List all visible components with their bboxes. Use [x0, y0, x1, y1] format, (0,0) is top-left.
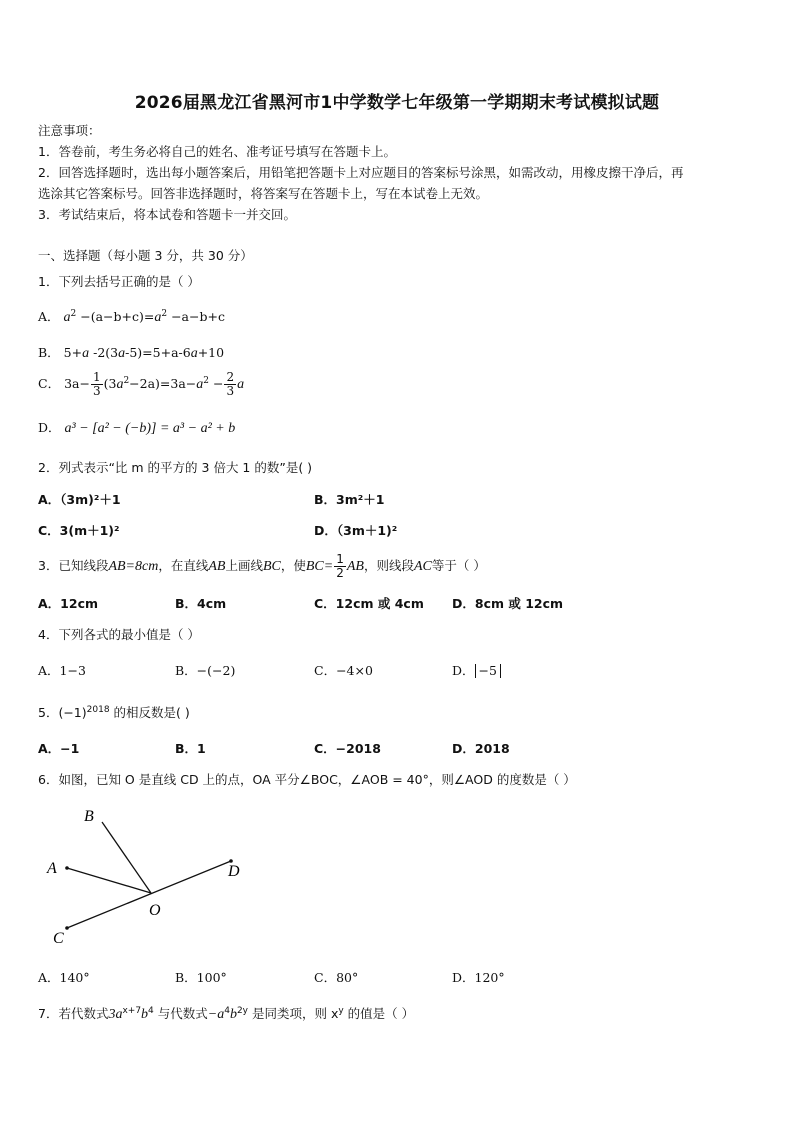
- q7-e1bsup: 4: [148, 1005, 154, 1016]
- notice-item-3: 3．考试结束后，将本试卷和答题卡一并交回。: [38, 207, 296, 222]
- q1-c-label: C．: [38, 376, 61, 391]
- q1-c-p4: −: [213, 376, 224, 391]
- q6-option-a: A．140°: [38, 970, 90, 985]
- q1-d-label: D．: [38, 420, 61, 435]
- q1-c-p3: −2a)=3a−: [129, 376, 197, 391]
- label-a: A: [47, 860, 57, 877]
- q1-c-p1: 3a−: [64, 376, 90, 391]
- q2-stem: 2．列式表示“比 m 的平方的 3 倍大 1 的数”是( ): [38, 460, 313, 475]
- q5-option-b: B．1: [175, 741, 206, 756]
- q7-pre: 7．若代数式: [38, 1006, 109, 1021]
- q3-option-d: D．8cm 或 12cm: [452, 596, 564, 611]
- q1-d-expr: a³ − [a² − (−b)] = a³ − a² + b: [64, 421, 236, 436]
- q1-a-label: A．: [38, 309, 60, 324]
- q1-option-b: B． 5+a -2(3a-5)=5+a-6a+10: [38, 345, 225, 361]
- q1-c-p2: (3: [103, 376, 117, 391]
- point-a: [65, 866, 69, 870]
- q5-exp: 2018: [86, 704, 110, 715]
- q7-e1: 3a: [108, 1007, 123, 1022]
- q6-option-d: D．120°: [452, 970, 505, 985]
- q1-b-mid2: -5)=5+a-6: [125, 345, 191, 360]
- q1-a-tail: −a−b+c: [171, 309, 225, 324]
- q7-e2: −a: [207, 1007, 225, 1022]
- q5-option-a: A．−1: [38, 741, 80, 756]
- q4-d-label: D．: [452, 663, 475, 678]
- q7-mid: 与代数式: [153, 1006, 208, 1021]
- label-b: B: [84, 808, 94, 825]
- q1-c-frac2: $\frac{2}{3}$: [226, 370, 235, 398]
- q5-post: 的相反数是( ): [109, 705, 190, 720]
- q3-tail: 等于（ ）: [431, 558, 486, 573]
- exam-title: 2026届黑龙江省黑河市1中学数学七年级第一学期期末考试模拟试题: [134, 93, 660, 113]
- q1-c-frac1: $\frac{1}{3}$: [92, 370, 101, 398]
- q3-pre: 3．已知线段: [38, 558, 109, 573]
- q3-ab: AB=8cm: [108, 559, 159, 574]
- q4-stem: 4．下列各式的最小值是（ ）: [38, 627, 200, 642]
- q4-option-b: B．−(−2): [175, 663, 236, 678]
- q4-option-c: C．−4×0: [314, 663, 373, 678]
- q2-option-b: B．3m²＋1: [314, 492, 385, 507]
- q5-pre: 5．(−1): [38, 705, 87, 720]
- q6-stem: 6．如图，已知 O 是直线 CD 上的点，OA 平分∠BOC，∠AOB = 40°，则∠AOD 的度数是（ ）: [38, 772, 576, 787]
- q3-mid4: ，则线段: [363, 558, 414, 573]
- q1-option-c: C． 3a− $\frac{1}{3}$ $(3a^2-2a)=3a-a^2$ − $\frac{2}{3}$ a: [38, 370, 245, 398]
- q1-b-label: B．: [38, 345, 60, 360]
- q7-tailsup: y: [338, 1005, 344, 1016]
- label-d: D: [228, 863, 240, 880]
- q3-mid2: 上画线: [225, 558, 263, 573]
- q7-stem: [38, 1004, 414, 1023]
- q6-option-c: C．80°: [314, 970, 359, 985]
- q4-option-a: A．1−3: [38, 663, 86, 678]
- q4-option-d: [452, 661, 501, 679]
- q1-option-d: [38, 418, 235, 437]
- q3-option-c: C．12cm 或 4cm: [314, 596, 424, 611]
- q1-b-text: 5+: [63, 345, 83, 360]
- q1-b-mid: -2(3: [93, 345, 119, 360]
- section-heading: 一、选择题（每小题 3 分，共 30 分）: [38, 248, 253, 263]
- q1-b-tail: +10: [197, 345, 225, 360]
- q7-e2sup: 4: [224, 1005, 230, 1016]
- ray-ob: [102, 822, 151, 893]
- q5-option-c: C．−2018: [314, 741, 381, 756]
- label-o: O: [149, 902, 161, 919]
- q2-option-c: C．3(m＋1)²: [38, 523, 120, 538]
- q3-ac: AC: [413, 559, 432, 574]
- notice-item-2-cont: 选涂其它答案标号。回答非选择题时，将答案写在答题卡上，写在本试卷上无效。: [38, 186, 489, 201]
- q1-a-text: −(a−b+c)=: [80, 309, 155, 324]
- q7-e1sup: x+7: [122, 1005, 142, 1016]
- q2-option-d: D．（3m＋1)²: [314, 523, 398, 538]
- q4-d-abs: −5: [475, 664, 501, 678]
- notice-item-2: 2．回答选择题时，选出每小题答案后，用铅笔把答题卡上对应题目的答案标号涂黑，如需改动，用橡皮擦干净后，再: [38, 165, 684, 180]
- q7-tail: 是同类项，则 x: [248, 1006, 339, 1021]
- q1-option-a: A． $a^2 -(a-b+c)=a^2 -a-b+c$: [38, 308, 225, 325]
- point-c: [65, 926, 69, 930]
- q3-mid: ，在直线: [158, 558, 209, 573]
- q3-stem: [38, 553, 486, 580]
- q6-option-b: B．100°: [175, 970, 227, 985]
- q7-e2b: b: [229, 1007, 237, 1022]
- q3-frac: $\frac{1}{2}$: [336, 552, 344, 580]
- q3-ab2: AB: [208, 559, 226, 574]
- q7-e1b: b: [141, 1007, 149, 1022]
- q6-figure: [40, 800, 260, 950]
- q1-stem: 1．下列去括号正确的是（ ）: [38, 274, 200, 289]
- q3-mid3: ，使: [280, 558, 306, 573]
- q3-ab3: AB: [346, 559, 364, 574]
- q3-option-b: B．4cm: [175, 596, 227, 611]
- q2-option-a: A．（3m)²＋1: [38, 492, 121, 507]
- q3-bc2: BC=: [305, 559, 334, 574]
- label-c: C: [53, 930, 64, 947]
- notice-item-1: 1．答卷前，考生务必将自己的姓名、准考证号填写在答题卡上。: [38, 144, 396, 159]
- q5-option-d: D．2018: [452, 741, 510, 756]
- q3-bc: BC: [262, 559, 281, 574]
- ray-oa: [67, 868, 151, 893]
- notice-heading: 注意事项：: [38, 123, 101, 138]
- q3-option-a: A．12cm: [38, 596, 99, 611]
- q5-stem: [38, 703, 190, 721]
- q7-tail2: 的值是（ ）: [343, 1006, 415, 1021]
- q7-e2bsup: 2y: [236, 1005, 249, 1016]
